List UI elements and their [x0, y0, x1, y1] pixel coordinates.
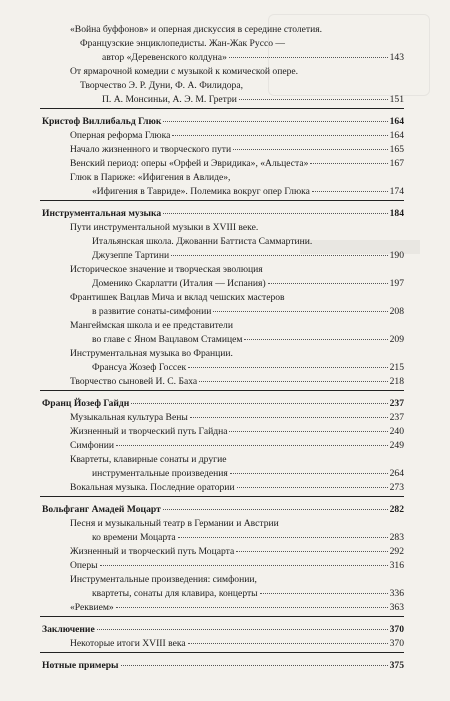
- toc-entry-title: Оперы: [70, 560, 98, 571]
- toc-entry-title: Некоторые итоги XVIII века: [70, 638, 186, 649]
- toc-entry: [70, 482, 404, 494]
- toc-entry: [70, 602, 404, 614]
- toc-entry-title: Франсуа Жозеф Госсек: [92, 362, 187, 373]
- toc-entry-title: Инструментальные произведения: симфонии,: [70, 574, 257, 585]
- toc-entry: [70, 130, 404, 142]
- toc-page-number: 292: [389, 546, 404, 557]
- toc-section-heading: [42, 116, 404, 128]
- dot-leader: [237, 487, 388, 488]
- toc-page-number: 375: [389, 660, 404, 671]
- dot-leader: [312, 191, 388, 192]
- toc-page-number: 164: [389, 130, 404, 141]
- toc-page-number: 370: [389, 638, 404, 649]
- toc-entry-title: Музыкальная культура Вены: [70, 412, 188, 423]
- toc-entry: [70, 222, 404, 234]
- toc-entry-title: Песня и музыкальный театр в Германии и Австрии: [70, 518, 279, 529]
- section-rule: [40, 108, 404, 109]
- toc-page-number: 316: [389, 560, 404, 571]
- section-rule: [40, 496, 404, 497]
- toc-page-number: 363: [389, 602, 404, 613]
- toc-page-number: 273: [389, 482, 404, 493]
- dot-leader: [116, 607, 388, 608]
- dot-leader: [163, 509, 388, 510]
- toc-entry-title: Жизненный и творческий путь Моцарта: [70, 546, 235, 557]
- dot-leader: [190, 417, 388, 418]
- toc-entry-title: Жизненный и творческий путь Гайдна: [70, 426, 228, 437]
- toc-section-heading: [42, 624, 404, 636]
- toc-entry-title: Оперная реформа Глюка: [70, 130, 171, 141]
- toc-entry: [70, 24, 404, 36]
- toc-entry: [70, 264, 404, 276]
- toc-section-heading: [42, 504, 404, 516]
- toc-entry-title: Вокальная музыка. Последние оратории: [70, 482, 235, 493]
- toc-entry-title: От ярмарочной комедии с музыкой к комической опере.: [70, 66, 299, 77]
- toc-entry: [92, 186, 404, 198]
- toc-entry: [92, 468, 404, 480]
- toc-page-number: 240: [389, 426, 404, 437]
- toc-entry-title: «Реквием»: [70, 602, 114, 613]
- toc-page-number: 370: [389, 624, 404, 635]
- dot-leader: [116, 445, 388, 446]
- toc-entry: [70, 440, 404, 452]
- toc-entry-title: Квартеты, клавирные сонаты и другие: [70, 454, 227, 465]
- dot-leader: [178, 537, 388, 538]
- toc-page-number: 167: [389, 158, 404, 169]
- toc-entry-title: Итальянская школа. Джованни Баттиста Саммартини.: [92, 236, 313, 247]
- dot-leader: [171, 255, 388, 256]
- toc-entry: [80, 80, 404, 92]
- toc-entry-title: Историческое значение и творческая эволюция: [70, 264, 263, 275]
- dot-leader: [229, 57, 388, 58]
- toc-entry-title: ко времени Моцарта: [92, 532, 176, 543]
- dot-leader: [172, 135, 387, 136]
- toc-entry: [92, 532, 404, 544]
- toc-entry: [92, 334, 404, 346]
- toc-page-number: 283: [389, 532, 404, 543]
- toc-entry-title: квартеты, сонаты для клавира, концерты: [92, 588, 258, 599]
- toc-entry-title: Франтишек Вацлав Мича и вклад чешских мастеров: [70, 292, 285, 303]
- toc-entry-title: во главе с Яном Вацлавом Стамицем: [92, 334, 243, 345]
- toc-entry: [102, 52, 404, 64]
- toc-entry-title: Нотные примеры: [42, 660, 119, 671]
- toc-page-number: 197: [389, 278, 404, 289]
- toc-page-number: 249: [389, 440, 404, 451]
- toc-entry: [92, 588, 404, 600]
- toc-page-number: 174: [389, 186, 404, 197]
- toc-entry: [70, 546, 404, 558]
- section-rule: [40, 652, 404, 653]
- dot-leader: [244, 339, 387, 340]
- toc-entry-title: Инструментальная музыка во Франции.: [70, 348, 233, 359]
- toc-page-number: 151: [389, 94, 404, 105]
- toc-entry: [70, 454, 404, 466]
- toc-page-number: 237: [389, 398, 404, 409]
- toc-entry-title: Начало жизненного и творческого пути: [70, 144, 232, 155]
- dot-leader: [121, 665, 388, 666]
- dot-leader: [260, 593, 388, 594]
- toc-page-number: 264: [389, 468, 404, 479]
- toc-page-number: 218: [389, 376, 404, 387]
- dot-leader: [233, 149, 388, 150]
- section-rule: [40, 390, 404, 391]
- toc-entry: [92, 306, 404, 318]
- toc-entry: [102, 94, 404, 106]
- toc-entry-title: автор «Деревенского колдуна»: [102, 52, 227, 63]
- toc-page-number: 184: [389, 208, 404, 219]
- dot-leader: [199, 381, 387, 382]
- toc-entry: [70, 292, 404, 304]
- toc-page-number: 190: [389, 250, 404, 261]
- toc-entry-title: Венский период: оперы «Орфей и Эвридика», «Альцеста»: [70, 158, 309, 169]
- toc-entry-title: инструментальные произведения: [92, 468, 228, 479]
- toc-page-number: 215: [389, 362, 404, 373]
- toc-entry-title: Глюк в Париже: «Ифигения в Авлиде»,: [70, 172, 231, 183]
- dot-leader: [97, 629, 388, 630]
- toc-entry: [92, 278, 404, 290]
- dot-leader: [268, 283, 388, 284]
- dot-leader: [100, 565, 388, 566]
- toc-entry-title: Пути инструментальной музыки в XVIII веке.: [70, 222, 259, 233]
- toc-entry: [70, 574, 404, 586]
- dot-leader: [239, 99, 388, 100]
- toc-entry: [70, 518, 404, 530]
- toc-entry-title: Франц Йозеф Гайдн: [42, 398, 130, 409]
- toc-entry-title: Французские энциклопедисты. Жан-Жак Руссо —: [80, 38, 285, 49]
- toc-page-number: 282: [389, 504, 404, 515]
- toc-entry-title: Кристоф Виллибальд Глюк: [42, 116, 162, 127]
- dot-leader: [310, 163, 387, 164]
- toc-entry: [70, 172, 404, 184]
- section-rule: [40, 200, 404, 201]
- dot-leader: [163, 213, 387, 214]
- dot-leader: [131, 403, 387, 404]
- toc-entry-title: П. А. Монсиньи, А. Э. М. Гретри: [102, 94, 237, 105]
- toc-entry-title: Мангеймская школа и ее представители: [70, 320, 233, 331]
- toc-entry: [70, 158, 404, 170]
- toc-entry: [92, 236, 404, 248]
- dot-leader: [236, 551, 387, 552]
- toc-entry: [70, 348, 404, 360]
- dot-leader: [163, 121, 387, 122]
- toc-entry-title: Джузеппе Тартини: [92, 250, 170, 261]
- toc-section-heading: [42, 660, 404, 672]
- toc-entry: [92, 250, 404, 262]
- toc-entry-title: Творчество Э. Р. Дуни, Ф. А. Филидора,: [80, 80, 243, 91]
- toc-entry-title: «Война буффонов» и оперная дискуссия в середине столетия.: [70, 24, 323, 35]
- section-rule: [40, 616, 404, 617]
- toc-entry: [80, 38, 404, 50]
- toc-page-number: 164: [389, 116, 404, 127]
- toc-page-number: 336: [389, 588, 404, 599]
- toc-entry-title: Вольфганг Амадей Моцарт: [42, 504, 161, 515]
- dot-leader: [188, 367, 387, 368]
- toc-entry: [92, 362, 404, 374]
- toc-entry: [70, 144, 404, 156]
- toc-entry-title: Инструментальная музыка: [42, 208, 162, 219]
- dot-leader: [229, 431, 387, 432]
- toc-entry: [70, 66, 404, 78]
- dot-leader: [188, 643, 388, 644]
- toc-page-number: 143: [389, 52, 404, 63]
- toc-page-number: 209: [389, 334, 404, 345]
- toc-entry: [70, 560, 404, 572]
- toc-entry: [70, 320, 404, 332]
- toc-page-number: 165: [389, 144, 404, 155]
- toc-entry-title: Доменико Скарлатти (Италия — Испания): [92, 278, 266, 289]
- toc-entry: [70, 412, 404, 424]
- toc-entry: [70, 426, 404, 438]
- toc-page-number: 208: [389, 306, 404, 317]
- dot-leader: [230, 473, 388, 474]
- toc-section-heading: [42, 398, 404, 410]
- toc-section-heading: [42, 208, 404, 220]
- dot-leader: [213, 311, 387, 312]
- toc-entry-title: в развитие сонаты-симфонии: [92, 306, 212, 317]
- toc-entry: [70, 638, 404, 650]
- toc-entry: [70, 376, 404, 388]
- toc-entry-title: «Ифигения в Тавриде». Полемика вокруг опер Глюка: [92, 186, 310, 197]
- toc-entry-title: Заключение: [42, 624, 95, 635]
- toc-entry-title: Творчество сыновей И. С. Баха: [70, 376, 198, 387]
- toc-entry-title: Симфонии: [70, 440, 115, 451]
- toc-page-number: 237: [389, 412, 404, 423]
